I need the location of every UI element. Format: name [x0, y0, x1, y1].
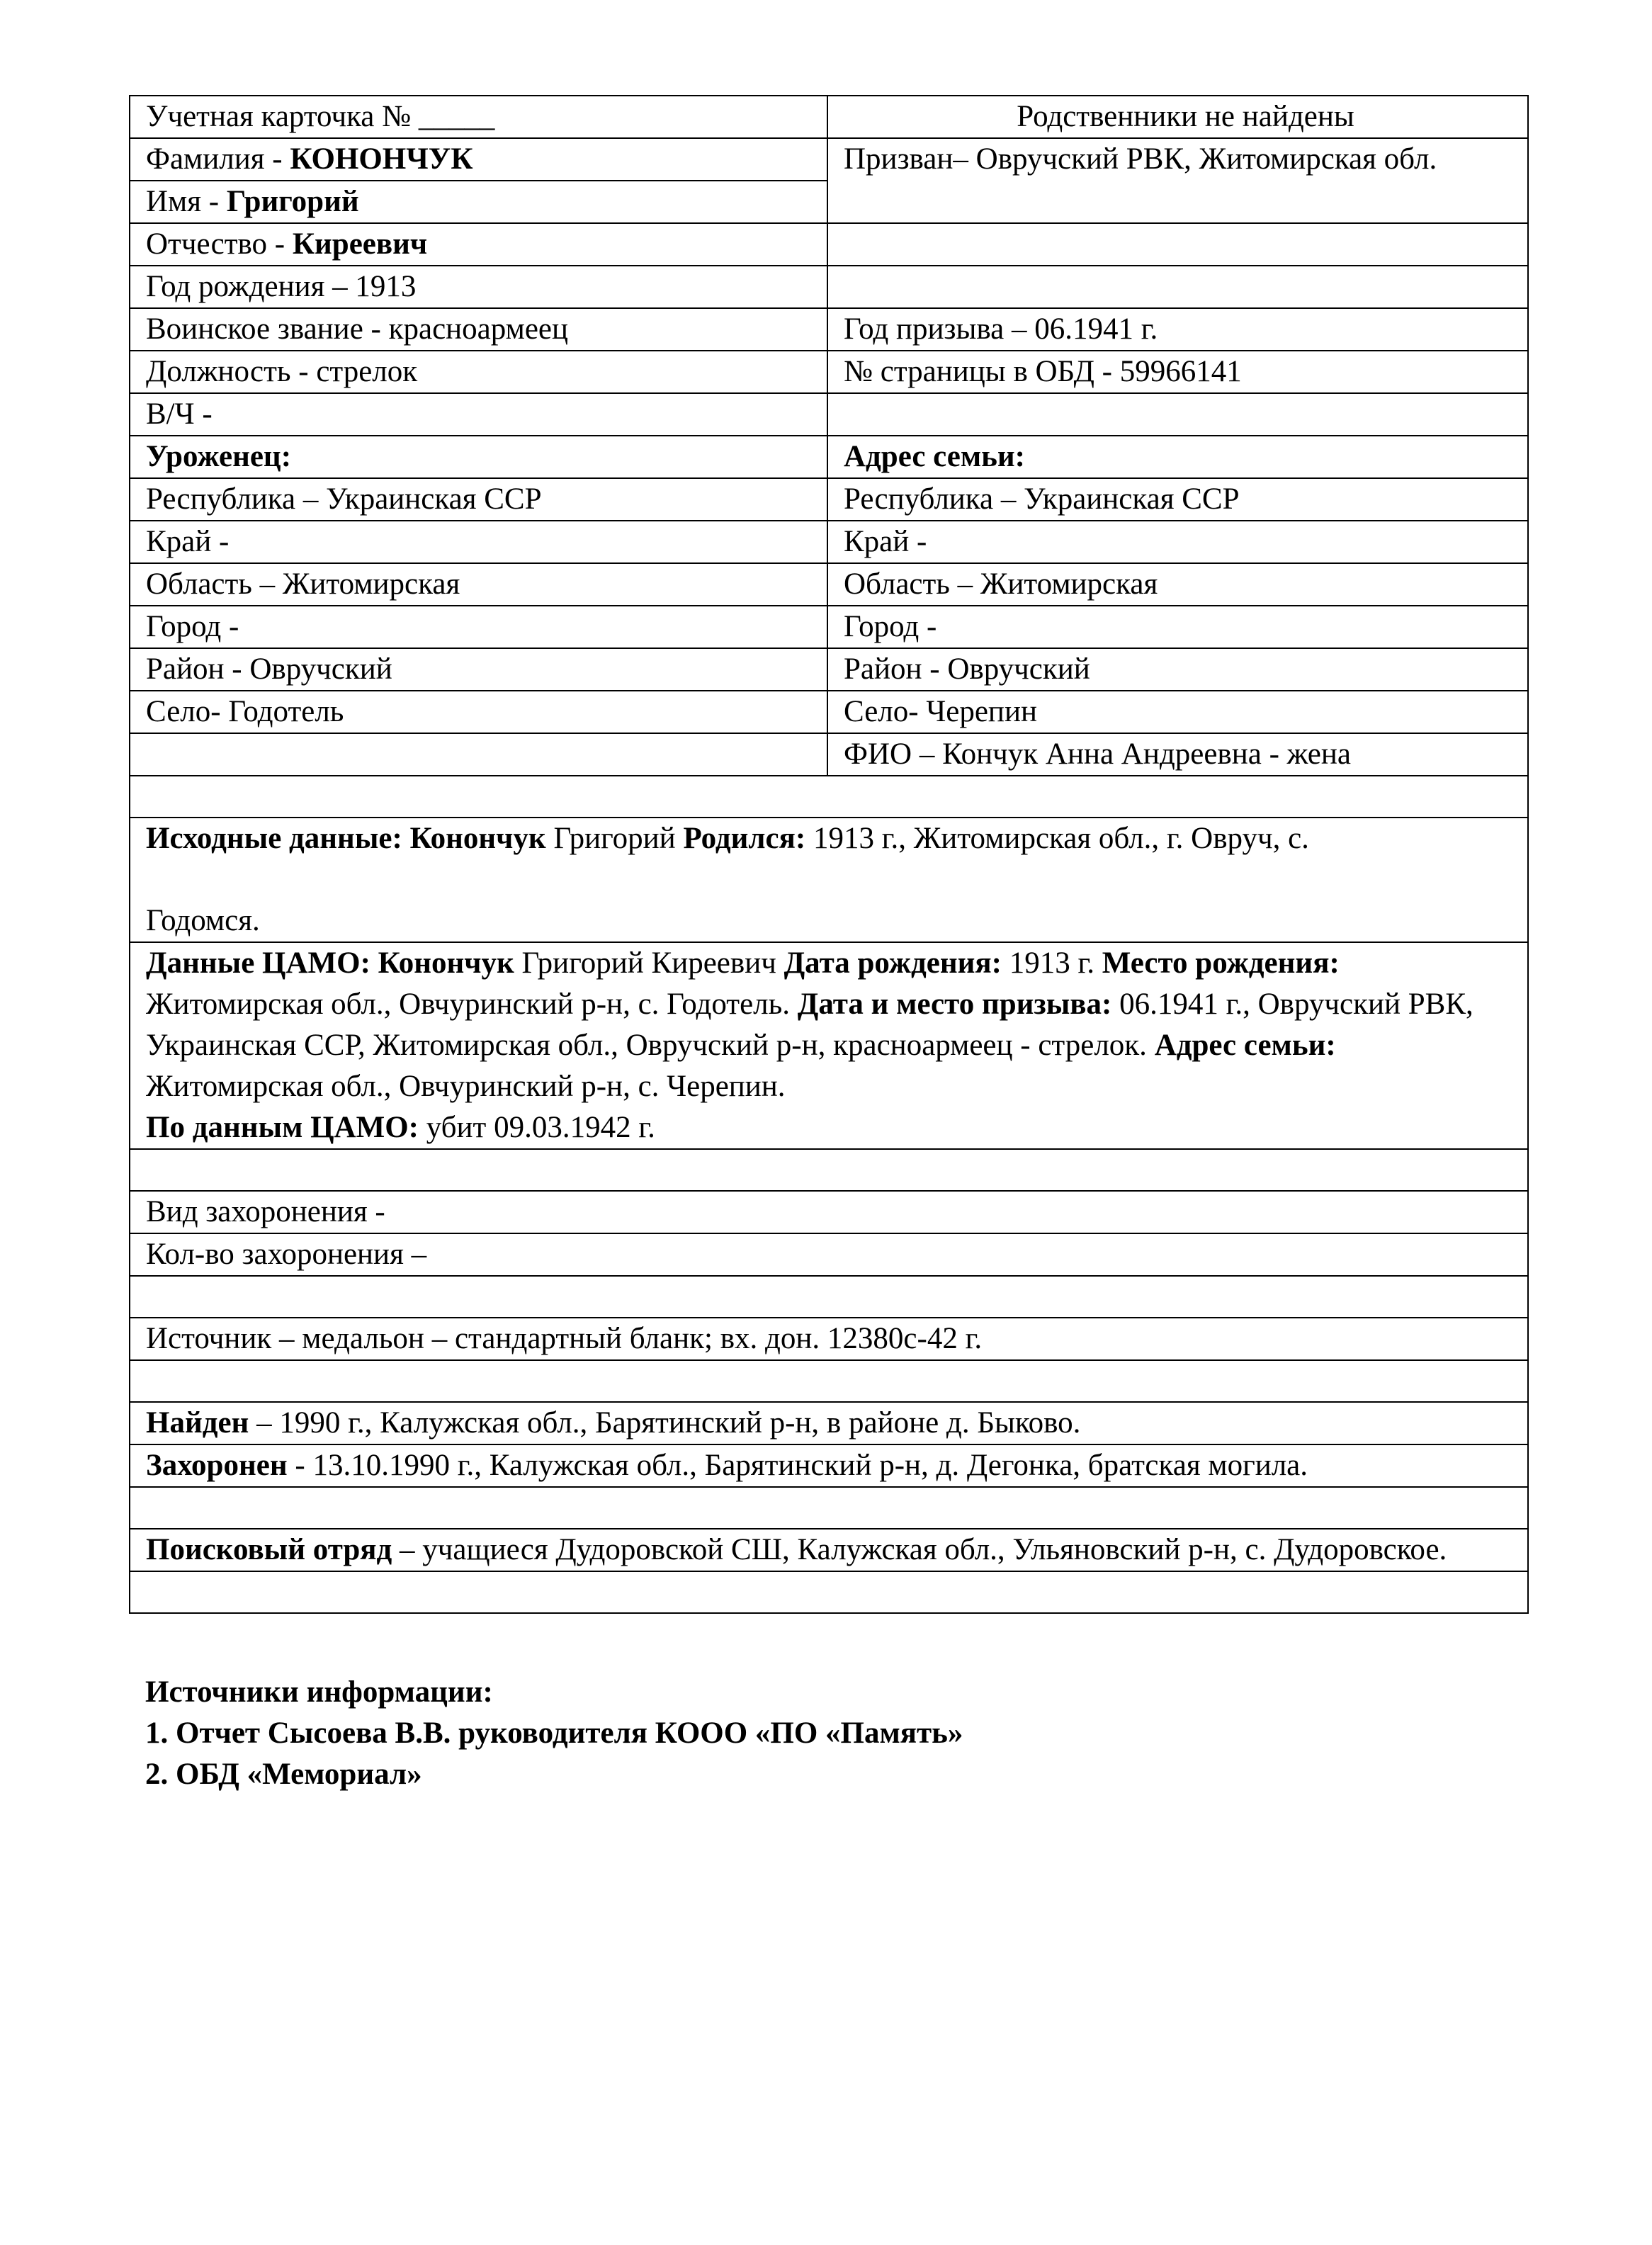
called-up-cell: Призван– Овручский РВК, Житомирская обл.	[827, 138, 1528, 223]
family-header	[827, 436, 1528, 478]
surname-value: КОНОНЧУК	[290, 142, 473, 176]
native-oblast: Область – Житомирская	[130, 563, 827, 606]
search-unit-cell	[130, 1529, 1528, 1571]
source-item: 1. Отчет Сысоева В.В. руководителя КООО «ПО «Память»	[145, 1717, 963, 1750]
empty-row	[130, 1571, 1528, 1613]
card-number: Учетная карточка № _____	[130, 96, 827, 138]
native-krai: Край -	[130, 521, 827, 563]
native-city: Город -	[130, 606, 827, 648]
tsamo-addr-label: Адрес семьи:	[1154, 1029, 1336, 1062]
source: Источник – медальон – стандартный бланк; вх. дон. 12380с-42 г.	[130, 1318, 1528, 1360]
family-city: Город -	[827, 606, 1528, 648]
position: Должность - стрелок	[130, 351, 827, 393]
family-oblast: Область – Житомирская	[827, 563, 1528, 606]
empty-cell	[827, 266, 1528, 308]
native-republic: Республика – Украинская ССР	[130, 478, 827, 521]
native-village: Село- Годотель	[130, 691, 827, 733]
name-value: Григорий	[226, 185, 359, 218]
source-data-cell	[130, 818, 1528, 942]
family-village: Село- Черепин	[827, 691, 1528, 733]
buried-label: Захоронен	[146, 1449, 288, 1482]
native-district: Район - Овручский	[130, 648, 827, 691]
tsamo-dob: 1913 г.	[1001, 946, 1102, 980]
tsamo-surname: Конончук	[378, 946, 514, 980]
tsamo-cell	[130, 942, 1528, 1149]
tsamo-label: Данные ЦАМО:	[146, 946, 378, 980]
tsamo-call: 06.1941 г., Овручский РВК, Украинская ССР, Житомирская обл., Овручский р-н, красноармеец - стрелок.	[146, 988, 1473, 1062]
search-unit-label: Поисковый отряд	[146, 1533, 392, 1566]
source-data-born-label: Родился:	[683, 822, 806, 855]
empty-cell	[827, 223, 1528, 266]
name-cell	[130, 181, 827, 223]
found-value: – 1990 г., Калужская обл., Барятинский р-н, в районе д. Быково.	[249, 1406, 1081, 1440]
buried-cell	[130, 1444, 1528, 1487]
family-fio: ФИО – Кончук Анна Андреевна - жена	[827, 733, 1528, 776]
empty-cell	[130, 733, 827, 776]
empty-row	[130, 1487, 1528, 1529]
military-unit: В/Ч -	[130, 393, 827, 436]
tsamo-fate: убит 09.03.1942 г.	[418, 1111, 655, 1144]
buried-value: - 13.10.1990 г., Калужская обл., Барятинский р-н, д. Дегонка, братская могила.	[287, 1449, 1308, 1482]
tsamo-call-label: Дата и место призыва:	[797, 988, 1112, 1021]
tsamo-fio: Григорий Киреевич	[514, 946, 784, 980]
source-data-label: Исходные данные:	[146, 822, 410, 855]
search-unit-value: – учащиеся Дудоровской СШ, Калужская обл., Ульяновский р-н, с. Дудоровское.	[392, 1533, 1447, 1566]
family-district: Район - Овручский	[827, 648, 1528, 691]
burial-count: Кол-во захоронения –	[130, 1233, 1528, 1276]
family-republic: Республика – Украинская ССР	[827, 478, 1528, 521]
empty-row	[130, 1360, 1528, 1402]
source-data-born: 1913 г., Житомирская обл., г. Овруч, с.	[805, 822, 1309, 855]
rank: Воинское звание - красноармеец	[130, 308, 827, 351]
sources-title: Источники информации:	[145, 1675, 493, 1709]
patronymic-value: Киреевич	[292, 227, 428, 261]
source-data-village: Годомся.	[146, 904, 260, 937]
obd-page: № страницы в ОБД - 59966141	[827, 351, 1528, 393]
call-year: Год призыва – 06.1941 г.	[827, 308, 1528, 351]
patronymic-cell	[130, 223, 827, 266]
found-cell	[130, 1402, 1528, 1444]
tsamo-fate-label: По данным ЦАМО:	[146, 1111, 419, 1144]
tsamo-pob: Житомирская обл., Овчуринский р-н, с. Годотель.	[146, 988, 798, 1021]
burial-type: Вид захоронения -	[130, 1191, 1528, 1233]
native-header-text: Уроженец:	[146, 440, 292, 473]
source-item: 2. ОБД «Мемориал»	[145, 1758, 422, 1791]
tsamo-dob-label: Дата рождения:	[783, 946, 1002, 980]
native-header	[130, 436, 827, 478]
source-data-name: Григорий	[545, 822, 684, 855]
birth-year: Год рождения – 1913	[130, 266, 827, 308]
family-krai: Край -	[827, 521, 1528, 563]
patronymic-label: Отчество -	[146, 227, 293, 261]
empty-cell	[827, 393, 1528, 436]
surname-cell	[130, 138, 827, 181]
surname-label: Фамилия -	[146, 142, 290, 176]
empty-row	[130, 1149, 1528, 1191]
empty-row	[130, 1276, 1528, 1318]
source-data-surname: Конончук	[409, 822, 546, 855]
tsamo-pob-label: Место рождения:	[1102, 946, 1340, 980]
relatives-status: Родственники не найдены	[827, 96, 1528, 138]
sources-block	[145, 1672, 963, 1795]
empty-row	[130, 776, 1528, 818]
family-header-text: Адрес семьи:	[844, 440, 1025, 473]
tsamo-addr: Житомирская обл., Овчуринский р-н, с. Черепин.	[146, 1070, 786, 1103]
record-card-table	[129, 95, 1529, 1614]
name-label: Имя -	[146, 185, 227, 218]
found-label: Найден	[146, 1406, 249, 1440]
